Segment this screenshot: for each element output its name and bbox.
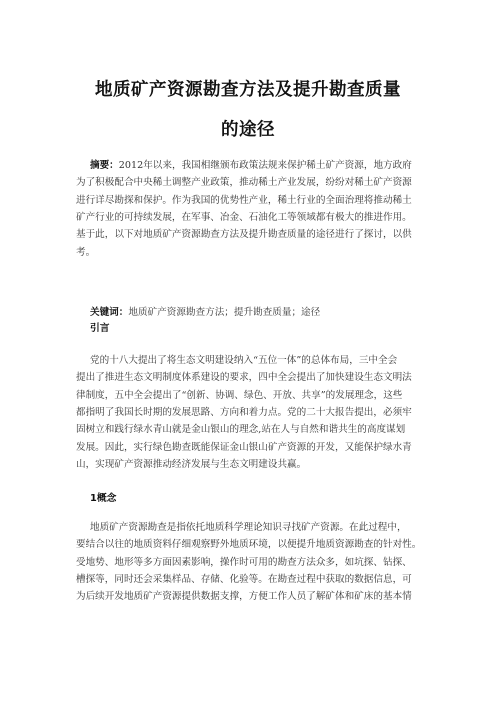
keywords-text: 地质矿产资源勘查方法；提升勘查质量；途径 — [128, 307, 321, 318]
abstract-text: 2012年以来，我国相继颁布政策法规来保护稀土矿产资源，地方政府 — [118, 160, 412, 171]
keywords-label: 关键词： — [90, 307, 129, 318]
abstract-line: 为了积极配合中央稀土调整产业政策，推动稀土产业发展，纷纷对稀土矿产资源 — [76, 177, 412, 189]
abstract-line: 考。 — [76, 246, 96, 258]
intro-line: 固树立和践行绿水青山就是金山银山的理念,站在人与自然和谐共生的高度谋划 — [76, 424, 406, 436]
document-title-line-2: 的途径 — [221, 120, 275, 140]
intro-line: 发展。因此，实行绿色勘查既能保证金山银山矿产资源的开发，又能保护绿水青 — [76, 441, 412, 453]
section1-block — [76, 519, 438, 606]
document-title-line-1: 地质矿产资源勘查方法及提升勘查质量 — [95, 80, 401, 100]
section1-heading: 1概念 — [90, 493, 117, 504]
section1-line: 为后续开发地质矿产资源提供数据支撑，方便工作人员了解矿体和矿床的基本情 — [76, 591, 412, 603]
abstract-label: 摘要： — [90, 160, 119, 171]
intro-heading: 引言 — [90, 323, 110, 334]
keywords-line — [90, 304, 320, 321]
intro-block — [76, 352, 438, 473]
intro-line: 律制度，五中全会提出了“创新、协调、绿色、开放、共享”的发展理念，这些 — [76, 389, 403, 401]
intro-line: 党的十八大提出了将生态文明建设纳入“五位一体”的总体布局，三中全会 — [90, 355, 398, 366]
intro-line: 提出了推进生态文明制度体系建设的要求，四中全会提出了加快建设生态文明法 — [76, 372, 412, 384]
section1-line: 地质矿产资源勘查是指依托地质科学理论知识寻找矿产资源。在此过程中， — [90, 522, 407, 533]
section1-line: 受地势、地形等多方面因素影响，操作时可用的勘查方法众多，如坑探、钻探、 — [76, 556, 412, 568]
abstract-line: 进行详尽勘探和保护。作为我国的优势性产业，稀土行业的全面治理将推动稀土 — [76, 194, 412, 206]
abstract-block — [76, 157, 438, 261]
intro-line: 都指明了我国长时期的发展思路、方向和着力点。党的二十大报告提出，必须牢 — [76, 407, 412, 419]
abstract-line: 矿产行业的可持续发展，在军事、冶金、石油化工等领域都有极大的推进作用。 — [76, 212, 412, 224]
abstract-line — [90, 157, 438, 174]
section1-line: 槽探等，同时还会采集样品、存储、化验等。在勘查过程中获取的数据信息，可 — [76, 574, 412, 586]
abstract-line: 基于此，以下对地质矿产资源勘查方法及提升勘查质量的途径进行了探讨，以供 — [76, 229, 412, 241]
section1-line: 要结合以往的地质资料仔细观察野外地质环境，以便提升地质资源勘查的针对性。 — [76, 539, 422, 551]
intro-line: 山，实现矿产资源推动经济发展与生态文明建设共赢。 — [76, 459, 307, 471]
